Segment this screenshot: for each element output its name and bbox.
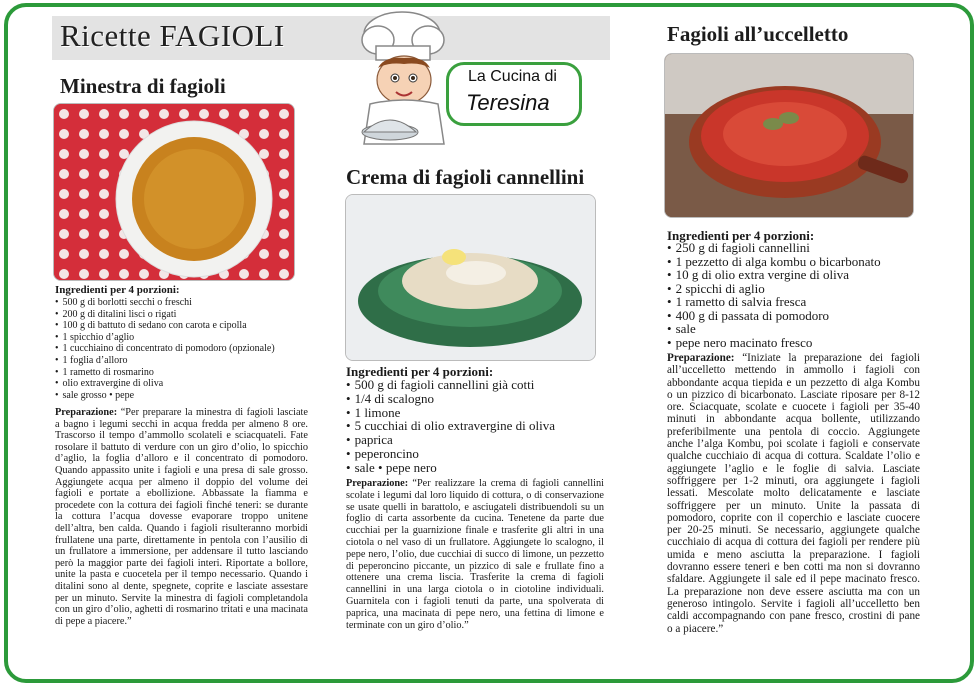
ingredient-item: • 1 cucchiaino di concentrato di pomodoro (opzionale): [55, 343, 275, 355]
recipe-1-ingredients-list: [55, 297, 275, 401]
prep-text: “Iniziate la preparazione dei fagioli all’uccelletto mettendo in ammollo i fagioli con abbondante acqua tiepida e un pezzetto di alga Kombu o un pizzico di bicarbonato. Lasciate riposare per 8-12 ore. Sciacquate, scolate e cuocete i fagioli per 35-40 minuti in abbondante acqua bollente, utilizzando preferibilmente una pentola di coccio. Aggiungete anche l’alga Kombu, poi scolate i fagioli e conservate qualche cucchiaio di acqua di cottura. Scaldate l’olio e aggiungete l’aglio e le foglie di salvia. Lasciate soffriggere per 1-2 minuti, ora aggiungete i fagioli lessati. Mescolate molto delicatamente e lasciate soffriggere per un minuto. Unite la passata di pomodoro, coprite con il coperchio e lasciate cuocere per 20-25 minuti. Se necessario, aggiungete qualche cucchiaio di acqua di cottura dei fagioli per rendere più umida e meno asciutta la preparazione. I fagioli dovranno essere teneri e ben cotti ma non si dovranno sfaldare. Aggiungete il sale ed il pepe macinato fresco. La preparazione non deve essere asciutta ma con un generoso intingolo. Servite i fagioli all’uccelletto ben caldi accompagnando con pane fresco, crostini di pane o a piacere.”: [667, 352, 921, 635]
prep-label: Preparazione:: [346, 478, 409, 489]
ingredient-item: • sale: [667, 322, 881, 336]
recipe-1-ingredients-title: Ingredienti per 4 porzioni:: [55, 284, 180, 296]
ingredient-item: • 1 spicchio d’aglio: [55, 332, 275, 344]
recipe-1-photo: [53, 103, 295, 281]
ingredient-item: • 5 cucchiai di olio extravergine di oliva: [346, 419, 555, 433]
ingredient-item: • pepe nero macinato fresco: [667, 336, 881, 350]
recipe-2-ingredients-title: Ingredienti per 4 porzioni:: [346, 364, 494, 379]
recipe-2-title: Crema di fagioli cannellini: [346, 165, 585, 189]
page-title: Ricette FAGIOLI: [60, 18, 285, 53]
crema-image: [346, 195, 595, 360]
prep-text: “Per realizzare la crema di fagioli cannellini scolate i legumi dal loro liquido di cottura, o di conservazione se usate quelli in barattolo, e asciugateli distribuendoli su un foglio di carta assorbente da cucina. Tenetene da parte due cucchiai per la guarnizione finale e trasferite gli altri in una ciotola o nel vaso di un frullatore. Aggiungete lo scalogno, il pepe nero, l’olio, due cucchiai di succo di limone, un pezzetto di peperoncino piccante, un pizzico di sale e frullate fino a ottenere una crema liscia. Trasferite la crema di fagioli cannellini in una larga ciotola o in ciotoline individuali. Guarnitela con i fagioli tenuti da parte, una spolverata di paprica, una macinata di pepe nero, una fettina di limone e terminate con un giro d’olio.”: [346, 478, 605, 631]
ingredient-item: • 2 spicchi di aglio: [667, 282, 881, 296]
recipe-1-preparation: [55, 407, 308, 627]
ingredient-item: • paprica: [346, 433, 555, 447]
recipe-3-ingredients-list: [667, 241, 881, 349]
recipe-3-ingredients-title: Ingredienti per 4 porzioni:: [667, 228, 815, 243]
ingredient-item: • 1 limone: [346, 406, 555, 420]
recipe-3-photo: [664, 53, 914, 218]
ingredient-item: • 1 rametto di salvia fresca: [667, 295, 881, 309]
recipe-3-title: Fagioli all’uccelletto: [667, 22, 849, 46]
ingredient-item: • sale grosso • pepe: [55, 390, 275, 402]
prep-label: Preparazione:: [667, 352, 735, 364]
ingredient-item: • 1 pezzetto di alga kombu o bicarbonato: [667, 255, 881, 269]
ingredient-item: • peperoncino: [346, 447, 555, 461]
ingredient-item: • 500 g di fagioli cannellini già cotti: [346, 378, 555, 392]
ingredient-item: • 200 g di ditalini lisci o rigati: [55, 309, 275, 321]
ingredient-item: • 100 g di battuto di sedano con carota e cipolla: [55, 320, 275, 332]
prep-text: “Per preparare la minestra di fagioli lasciate a bagno i legumi secchi in acqua fredda per almeno 8 ore. Trascorso il tempo d’ammollo scolateli e sciacquateli. Fate rosolare il battuto di verdure con un giro d’olio, lo spicchio d’aglio, la foglia d’alloro e il concentrato di pomodoro. Quando appassito unite i fagioli e una presa di sale grosso. Aggiungete acqua per almeno il doppio del volume dei fagioli e portate a ebollizione. Abbassate la fiamma e procedete con la cottura dei fagioli finché teneri: se durante la cottura l’acqua dovesse evaporare troppo unitene dell’altra, ben calda. Quando i fagioli risulteranno morbidi frullatene una parte, direttamente in pentola con l’ausilio di un frullatore a immersione, per addensare il tutto lasciando però la maggior parte dei fagioli interi. Riportate a bollore, unite la pasta e cuocetela per il tempo necessario. Quando i ditalini sono al dente, spegnete, coprite e lasciate assestare per un minuto. Servite la minestra di fagioli completandola con un giro d’olio, aghetti di rosmarino tritati e una macinata di pepe a piacere.”: [55, 407, 308, 627]
uccelletto-image: [665, 54, 913, 217]
ingredient-item: • 500 g di borlotti secchi o freschi: [55, 297, 275, 309]
recipe-1-title: Minestra di fagioli: [60, 74, 226, 98]
prep-label: Preparazione:: [55, 407, 118, 418]
ingredient-item: • 1 rametto di rosmarino: [55, 367, 275, 379]
ingredient-item: • 250 g di fagioli cannellini: [667, 241, 881, 255]
ingredient-item: • 1 foglia d’alloro: [55, 355, 275, 367]
recipe-3-preparation: [667, 352, 920, 635]
logo-line-1: La Cucina di: [468, 68, 557, 85]
ingredient-item: • olio extravergine di oliva: [55, 378, 275, 390]
minestra-image: [54, 104, 294, 280]
ingredient-item: • 10 g di olio extra vergine di oliva: [667, 268, 881, 282]
recipe-2-photo: [345, 194, 596, 361]
recipe-2-ingredients-list: [346, 378, 555, 475]
logo-line-2: Teresina: [466, 90, 550, 115]
ingredient-item: • 1/4 di scalogno: [346, 392, 555, 406]
recipe-2-preparation: [346, 478, 604, 631]
ingredient-item: • 400 g di passata di pomodoro: [667, 309, 881, 323]
ingredient-item: • sale • pepe nero: [346, 461, 555, 475]
